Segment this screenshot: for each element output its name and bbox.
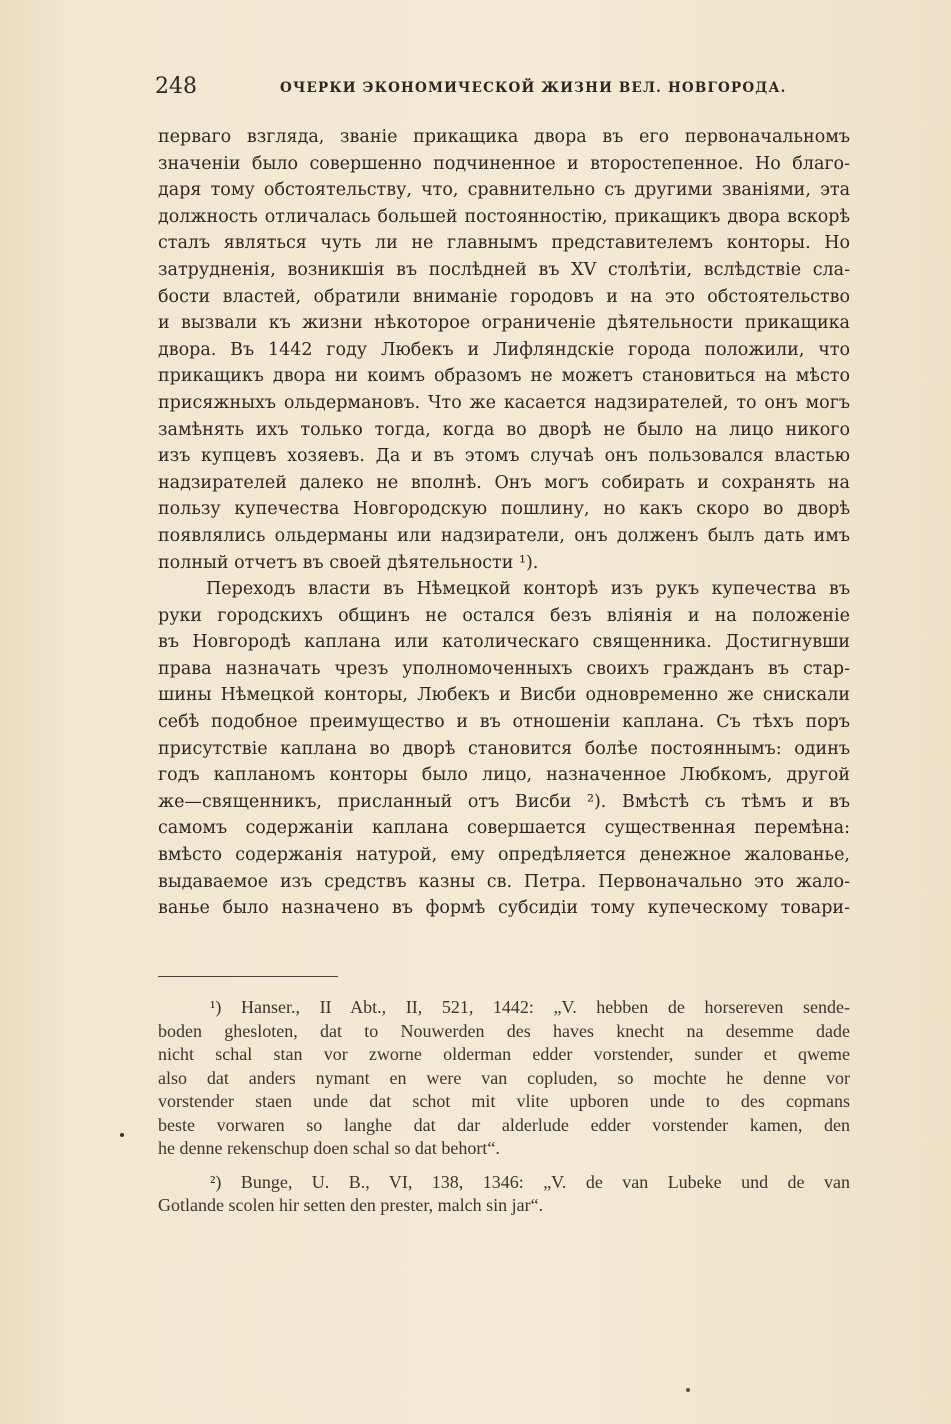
text-line: полный отчетъ въ своей дѣятельности ¹). (158, 552, 539, 573)
text-line: пользу купечества Новгородскую пошлину, но какъ скоро во дворѣ (158, 499, 850, 520)
text-line: Переходъ власти въ Нѣмецкой конторѣ изъ рукъ купечества въ (206, 579, 850, 600)
text-line: прикащикъ двора ни коимъ образомъ не можетъ становиться на мѣсто (158, 366, 850, 387)
text-line: изъ купцевъ хозяевъ. Да и въ этомъ случаѣ онъ пользовался властью (158, 446, 850, 467)
page-header (155, 70, 850, 106)
text-line: перваго взгляда, званіе прикащика двора въ его первоначальномъ (158, 127, 850, 147)
text-line: и вызвали къ жизни нѣкоторое ограниченіе дѣятельности прикащика (158, 313, 850, 334)
text-line: шины Нѣмецкой конторы, Любекъ и Висби одновременно же снискали (158, 685, 850, 706)
text-line: руки городскихъ общинъ не остался безъ вліянія и на положеніе (158, 605, 850, 626)
text-line: права назначать чрезъ уполномоченныхъ своихъ гражданъ въ стар- (158, 658, 850, 679)
text-line: надзирателей далеко не вполнѣ. Онъ могъ собирать и сохранять на (158, 472, 850, 493)
text-line: вмѣсто содержанія натурой, ему опредѣляется денежное жалованье, (158, 845, 850, 866)
text-line: бости властей, обратили вниманіе городовъ и на это обстоятельство (158, 286, 850, 307)
footnote-2-line: ²) Bunge, U. B., VI, 138, 1346: „V. de van Lubeke und de van (210, 1171, 850, 1192)
page-number: 248 (155, 74, 197, 99)
text-line: годъ капланомъ конторы было лицо, назначенное Любкомъ, другой (158, 765, 850, 786)
main-text (158, 124, 850, 922)
ink-spot (120, 1133, 124, 1137)
footnote-1-line: he denne rekenschup doen schal so dat behort“. (158, 1138, 500, 1158)
text-line: присутствіе каплана во дворѣ становится болѣе постояннымъ: одинъ (158, 738, 850, 759)
text-line: выдаваемое изъ средствъ казны св. Петра. Первоначально это жало- (158, 871, 850, 892)
footnote-1-line: beste vorwaren so langhe dat dar alderlude edder vorstender kamen, den (158, 1114, 850, 1135)
text-line: присяжныхъ ольдермановъ. Что же касается надзирателей, то онъ могъ (158, 392, 850, 413)
running-title: ОЧЕРКИ ЭКОНОМИЧЕСКОЙ ЖИЗНИ ВЕЛ. НОВГОРОДА. (280, 80, 787, 96)
footnote-1-line: ¹) Hanser., II Abt., II, 521, 1442: „V. hebben de horsereven sende- (210, 997, 850, 1017)
text-line: себѣ подобное преимущество и въ отношеніи каплана. Съ тѣхъ поръ (158, 712, 850, 733)
text-line: должность отличалась большей постоянностію, прикащикъ двора вскорѣ (158, 206, 850, 227)
text-line: затрудненія, возникшія въ послѣдней въ XV столѣтіи, вслѣдствіе сла- (158, 259, 850, 280)
text-line: сталъ являться чуть ли не главнымъ представителемъ конторы. Но (158, 233, 850, 254)
footnote-2-line: Gotlande scolen hir setten den prester, malch sin jar“. (158, 1195, 544, 1215)
text-line: въ Новгородѣ каплана или католическаго священника. Достигнувши (158, 632, 850, 653)
text-line: самомъ содержаніи каплана совершается существенная перемѣна: (158, 818, 850, 839)
footnote-1-line: vorstender staen unde dat schot mit vlite upboren unde to des copmans (158, 1091, 850, 1111)
footnote-1-line: boden ghesloten, dat to Nouwerden des haves knecht na desemme dade (158, 1020, 850, 1041)
ink-spot (686, 1388, 690, 1392)
footnotes (158, 996, 850, 1218)
footnote-divider (158, 976, 338, 977)
text-line: даря тому обстоятельству, что, сравнительно съ другими званіями, эта (158, 180, 850, 201)
text-line: же—священникъ, присланный отъ Висби ²). Вмѣстѣ съ тѣмъ и въ (158, 791, 850, 812)
footnote-1-line: also dat anders nymant en were van copluden, so mochte he denne vor (158, 1067, 850, 1088)
text-line: ванье было назначено въ формѣ субсидіи тому купеческому товари- (158, 898, 850, 919)
footnote-1-line: nicht schal stan vor zworne olderman edder vorstender, sunder et qweme (158, 1044, 850, 1064)
text-line: замѣнять ихъ только тогда, когда во дворѣ не было на лицо никого (158, 419, 850, 440)
text-line: двора. Въ 1442 году Любекъ и Лифляндскіе города положили, что (158, 339, 850, 360)
text-line: появлялись ольдерманы или надзиратели, онъ долженъ былъ дать имъ (158, 525, 850, 546)
text-line: значеніи было совершенно подчиненное и второстепенное. Но благо- (158, 153, 850, 174)
